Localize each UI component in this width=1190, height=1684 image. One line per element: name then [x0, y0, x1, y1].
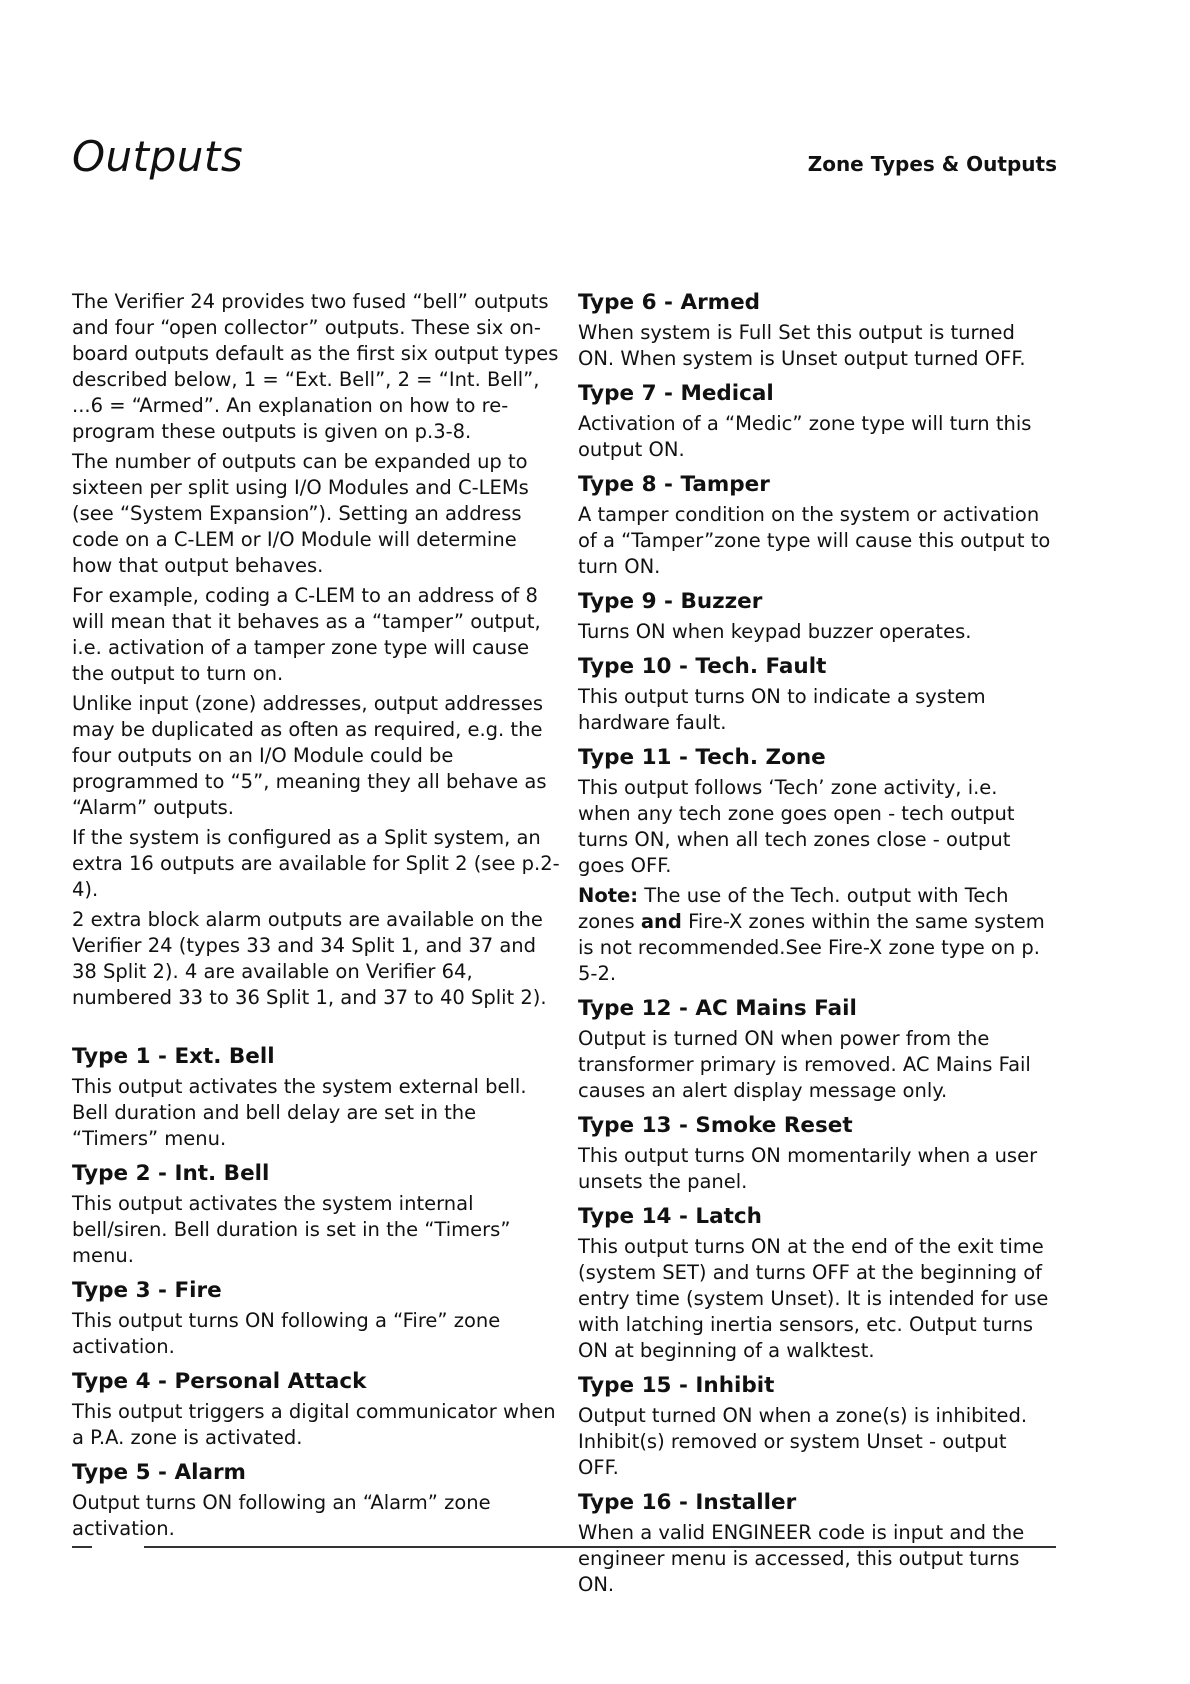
type-description: When system is Full Set this output is turned ON. When system is Unset output turned OFF.	[578, 321, 1026, 370]
output-type-14	[578, 1203, 1053, 1364]
note-text: Fire-X zones within the same system is not recommended.See Fire-X zone type on p. 5-2.	[578, 910, 1045, 985]
type-heading: Type 12 - AC Mains Fail	[578, 996, 857, 1021]
output-type-7	[578, 380, 1053, 463]
type-heading: Type 14 - Latch	[578, 1204, 762, 1229]
type-description: This output turns ON following a “Fire” zone activation.	[72, 1309, 501, 1358]
output-type-6	[578, 289, 1053, 372]
type-heading: Type 7 - Medical	[578, 381, 774, 406]
intro-paragraph: The number of outputs can be expanded up to sixteen per split using I/O Modules and C-LEMs (see “System Expansion”). Setting an address code on a C-LEM or I/O Module will determine how that output behaves.	[72, 450, 529, 577]
intro-paragraph: Unlike input (zone) addresses, output addresses may be duplicated as often as required, e.g. the four outputs on an I/O Module could be programmed to “5”, meaning they all behave as “Alarm” outputs.	[72, 692, 547, 819]
type-description: When a valid ENGINEER code is input and the engineer menu is accessed, this output turns ON.	[578, 1521, 1025, 1596]
note-paragraph	[578, 883, 1053, 987]
footer-mark	[72, 1546, 92, 1548]
note-label: Note:	[578, 884, 639, 907]
type-description: This output activates the system internal bell/siren. Bell duration is set in the “Timers” menu.	[72, 1192, 511, 1267]
type-description: A tamper condition on the system or activation of a “Tamper”zone type will cause this output to turn ON.	[578, 503, 1051, 578]
left-type-list	[72, 1043, 562, 1542]
footer-rule	[144, 1546, 1056, 1548]
type-heading: Type 8 - Tamper	[578, 472, 770, 497]
type-heading: Type 5 - Alarm	[72, 1460, 246, 1485]
output-type-3	[72, 1277, 562, 1360]
page-title: Outputs	[72, 132, 244, 181]
type-heading: Type 11 - Tech. Zone	[578, 745, 826, 770]
type-heading: Type 9 - Buzzer	[578, 589, 763, 614]
type-description: This output triggers a digital communicator when a P.A. zone is activated.	[72, 1400, 556, 1449]
type-description: Output turns ON following an “Alarm” zone activation.	[72, 1491, 491, 1540]
intro-paragraph: If the system is configured as a Split system, an extra 16 outputs are available for Split 2 (see p.2-4).	[72, 826, 560, 901]
note-text: The use of the Tech. output with Tech zones	[578, 884, 1009, 933]
type-heading: Type 1 - Ext. Bell	[72, 1044, 275, 1069]
output-type-8	[578, 471, 1053, 580]
type-description: Activation of a “Medic” zone type will turn this output ON.	[578, 412, 1032, 461]
output-type-16	[578, 1489, 1053, 1598]
type-heading: Type 10 - Tech. Fault	[578, 654, 827, 679]
output-type-9	[578, 588, 1053, 645]
note-emphasis: and	[640, 910, 682, 933]
output-type-5	[72, 1459, 562, 1542]
type-heading: Type 2 - Int. Bell	[72, 1161, 270, 1186]
type-description: Turns ON when keypad buzzer operates.	[578, 620, 972, 643]
intro-paragraph: For example, coding a C-LEM to an address of 8 will mean that it behaves as a “tamper” output, i.e. activation of a tamper zone type will cause the output to turn on.	[72, 584, 541, 685]
output-type-2	[72, 1160, 562, 1269]
type-heading: Type 4 - Personal Attack	[72, 1369, 367, 1394]
type-description: This output follows ‘Tech’ zone activity, i.e. when any tech zone goes open - tech output turns ON, when all tech zones close - output goes OFF.	[578, 776, 1015, 877]
type-description: This output turns ON momentarily when a user unsets the panel.	[578, 1144, 1038, 1193]
intro-paragraph: The Verifier 24 provides two fused “bell” outputs and four “open collector” outputs. These six on-board outputs default as the first six output types described below, 1 = “Ext. Bell”, 2 = “Int. Bell”, ...6 = “Armed”. An explanation on how to re-program these outputs is given on p.3-8.	[72, 290, 559, 443]
output-type-12	[578, 995, 1053, 1104]
left-column	[72, 289, 562, 1550]
output-type-15	[578, 1372, 1053, 1481]
type-heading: Type 3 - Fire	[72, 1278, 222, 1303]
output-type-10	[578, 653, 1053, 736]
output-type-1	[72, 1043, 562, 1152]
type-description: This output turns ON to indicate a system hardware fault.	[578, 685, 986, 734]
type-heading: Type 6 - Armed	[578, 290, 761, 315]
type-description: This output activates the system external bell. Bell duration and bell delay are set in the “Timers” menu.	[72, 1075, 527, 1150]
output-type-11	[578, 744, 1053, 879]
intro-paragraph: 2 extra block alarm outputs are available on the Verifier 24 (types 33 and 34 Split 1, and 37 and 38 Split 2). 4 are available on Verifier 64, numbered 33 to 36 Split 1, and 37 to 40 Split 2).	[72, 908, 547, 1009]
output-type-4	[72, 1368, 562, 1451]
output-type-13	[578, 1112, 1053, 1195]
type-heading: Type 16 - Installer	[578, 1490, 797, 1515]
section-label: Zone Types & Outputs	[807, 152, 1057, 176]
right-column	[578, 289, 1053, 1606]
type-description: Output turned ON when a zone(s) is inhibited. Inhibit(s) removed or system Unset - output OFF.	[578, 1404, 1028, 1479]
type-heading: Type 13 - Smoke Reset	[578, 1113, 853, 1138]
type-description: Output is turned ON when power from the transformer primary is removed. AC Mains Fail causes an alert display message only.	[578, 1027, 1031, 1102]
type-heading: Type 15 - Inhibit	[578, 1373, 775, 1398]
type-description: This output turns ON at the end of the exit time (system SET) and turns OFF at the beginning of entry time (system Unset). It is intended for use with latching inertia sensors, etc. Output turns ON at beginning of a walktest.	[578, 1235, 1049, 1362]
